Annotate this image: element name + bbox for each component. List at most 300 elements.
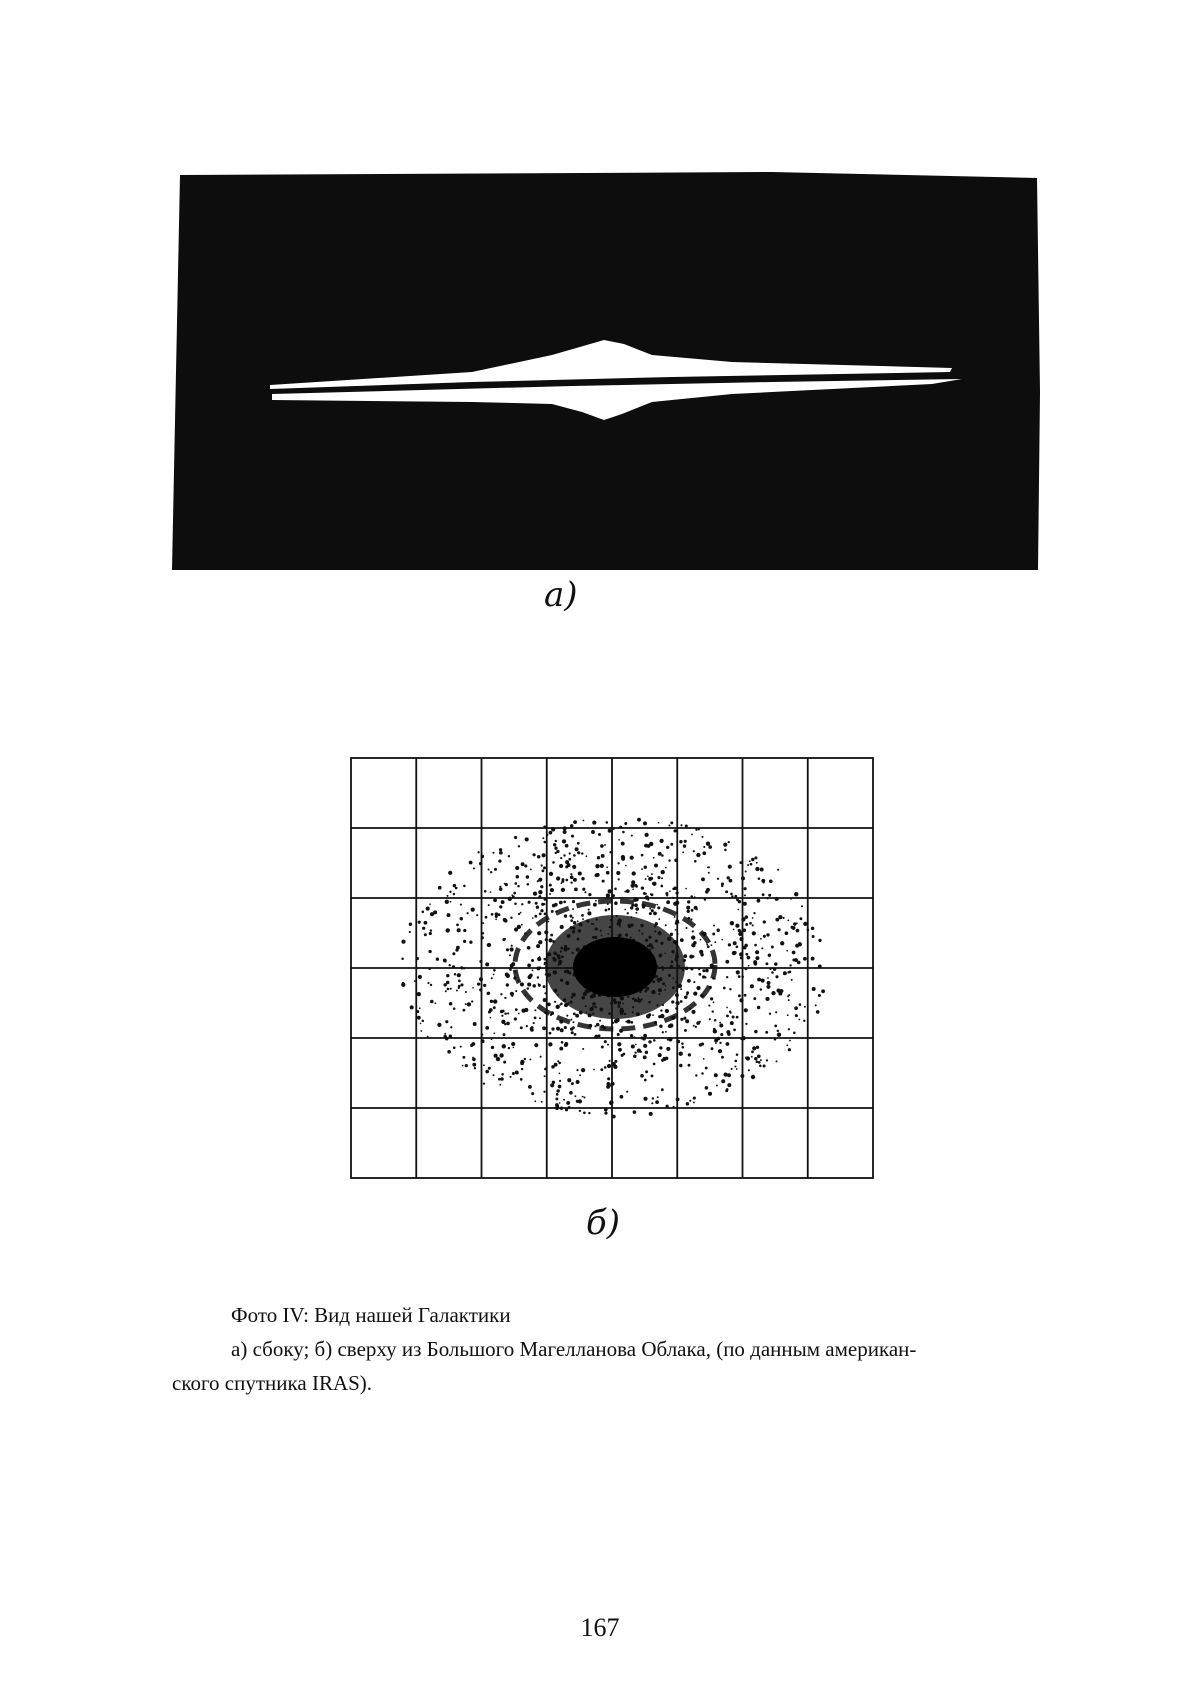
- star-dot: [420, 1030, 422, 1032]
- star-dot: [427, 982, 429, 984]
- star-dot: [787, 1014, 789, 1016]
- star-dot: [751, 1050, 754, 1053]
- star-dot: [521, 1008, 525, 1012]
- star-dot: [691, 909, 694, 912]
- star-dot: [736, 970, 740, 974]
- star-dot: [541, 1101, 543, 1103]
- star-dot: [570, 875, 574, 879]
- star-dot: [501, 900, 505, 904]
- star-dot: [504, 938, 506, 940]
- star-dot: [564, 1026, 567, 1029]
- star-dot: [641, 868, 643, 870]
- star-dot: [556, 1093, 559, 1096]
- star-dot: [534, 1009, 536, 1011]
- star-dot: [534, 1017, 537, 1020]
- star-dot: [578, 871, 582, 875]
- star-dot: [488, 904, 490, 906]
- star-dot: [572, 865, 576, 869]
- star-dot: [541, 869, 544, 872]
- star-dot: [765, 962, 768, 965]
- star-dot: [501, 1020, 505, 1024]
- star-dot: [752, 931, 756, 935]
- star-dot: [581, 1068, 585, 1072]
- star-dot: [709, 1018, 711, 1020]
- star-dot: [693, 981, 695, 983]
- star-dot: [604, 844, 606, 846]
- star-dot: [462, 1009, 465, 1012]
- star-dot: [763, 1064, 766, 1067]
- star-dot: [565, 1108, 568, 1111]
- star-dot: [545, 938, 548, 941]
- star-dot: [540, 1056, 542, 1058]
- star-dot: [757, 1054, 761, 1058]
- star-dot: [737, 909, 739, 911]
- star-dot: [569, 852, 571, 854]
- star-dot: [552, 904, 556, 908]
- star-dot: [460, 983, 463, 986]
- star-dot: [472, 987, 474, 989]
- star-dot: [560, 882, 562, 884]
- star-dot: [757, 978, 761, 982]
- star-dot: [606, 821, 609, 824]
- star-dot: [676, 891, 679, 894]
- star-dot: [649, 908, 651, 910]
- star-dot: [565, 879, 568, 882]
- star-dot: [543, 1091, 545, 1093]
- star-dot: [487, 992, 490, 995]
- star-dot: [613, 828, 615, 830]
- star-dot: [665, 924, 667, 926]
- star-dot: [604, 1040, 607, 1043]
- star-dot: [788, 1048, 791, 1051]
- star-dot: [564, 914, 567, 917]
- star-dot: [542, 837, 544, 839]
- star-dot: [565, 844, 569, 848]
- star-dot: [453, 893, 455, 895]
- star-dot: [688, 1053, 691, 1056]
- star-dot: [537, 976, 539, 978]
- star-dot: [753, 997, 756, 1000]
- caption-text-line1: а) сбоку; б) сверху из Большого Магелланова Облака, (по данным американ-: [231, 1337, 917, 1361]
- star-dot: [427, 1036, 429, 1038]
- star-dot: [543, 841, 546, 844]
- star-dot: [631, 880, 635, 884]
- star-dot: [786, 1044, 788, 1046]
- star-dot: [438, 886, 442, 890]
- star-dot: [494, 1054, 498, 1058]
- star-dot: [766, 1059, 768, 1061]
- star-dot: [695, 829, 697, 831]
- star-dot: [582, 888, 585, 891]
- star-dot: [718, 1050, 720, 1052]
- star-dot: [509, 968, 512, 971]
- star-dot: [562, 878, 565, 881]
- star-dot: [570, 824, 573, 827]
- star-dot: [582, 1048, 584, 1050]
- star-dot: [726, 1014, 729, 1017]
- galactic-nucleus: [573, 937, 657, 997]
- star-dot: [767, 981, 771, 985]
- star-dot: [698, 968, 700, 970]
- star-dot: [518, 1013, 520, 1015]
- star-dot: [557, 1105, 559, 1107]
- star-dot: [675, 901, 679, 905]
- star-dot: [448, 871, 452, 875]
- star-dot: [700, 953, 703, 956]
- star-dot: [588, 909, 590, 911]
- star-dot: [771, 971, 774, 974]
- star-dot: [714, 1039, 718, 1043]
- star-dot: [779, 918, 781, 920]
- star-dot: [606, 893, 610, 897]
- star-dot: [745, 1023, 747, 1025]
- star-dot: [566, 1101, 570, 1105]
- star-dot: [521, 862, 525, 866]
- star-dot: [643, 821, 647, 825]
- star-dot: [543, 985, 546, 988]
- star-dot: [515, 866, 519, 870]
- star-dot: [774, 962, 777, 965]
- star-dot: [705, 1067, 708, 1070]
- star-dot: [755, 950, 759, 954]
- star-dot: [551, 910, 554, 913]
- star-dot: [769, 968, 771, 970]
- star-dot: [473, 1022, 477, 1026]
- star-dot: [551, 1027, 554, 1030]
- star-dot: [621, 842, 625, 846]
- star-dot: [759, 1065, 762, 1068]
- star-dot: [640, 1051, 642, 1053]
- star-dot: [598, 1034, 601, 1037]
- star-dot: [654, 863, 658, 867]
- star-dot: [693, 850, 695, 852]
- star-dot: [504, 919, 508, 923]
- star-dot: [549, 831, 553, 835]
- caption-text-line2: ского спутника IRAS).: [172, 1371, 373, 1395]
- star-dot: [766, 985, 770, 989]
- star-dot: [751, 1056, 753, 1058]
- star-dot: [515, 1071, 519, 1075]
- star-dot: [529, 1058, 531, 1060]
- star-dot: [506, 948, 509, 951]
- star-dot: [591, 830, 595, 834]
- star-dot: [763, 935, 766, 938]
- star-dot: [567, 863, 571, 867]
- star-dot: [582, 918, 584, 920]
- star-dot: [419, 1007, 421, 1009]
- star-dot: [653, 1063, 656, 1066]
- star-dot: [624, 909, 626, 911]
- star-dot: [430, 984, 432, 986]
- star-dot: [786, 950, 788, 952]
- star-dot: [728, 841, 730, 843]
- star-dot: [754, 856, 757, 859]
- star-dot: [626, 889, 630, 893]
- star-dot: [730, 893, 733, 896]
- star-dot: [773, 967, 777, 971]
- star-dot: [511, 894, 513, 896]
- star-dot: [422, 927, 425, 930]
- star-dot: [685, 1019, 689, 1023]
- star-dot: [734, 895, 737, 898]
- star-dot: [676, 1040, 680, 1044]
- star-dot: [607, 1064, 611, 1068]
- star-dot: [755, 956, 759, 960]
- star-dot: [514, 836, 517, 839]
- star-dot: [556, 850, 559, 853]
- star-dot: [744, 894, 746, 896]
- star-dot: [544, 992, 546, 994]
- star-dot: [666, 1047, 670, 1051]
- star-dot: [527, 883, 530, 886]
- star-dot: [756, 1046, 759, 1049]
- star-dot: [739, 937, 743, 941]
- star-dot: [594, 1025, 596, 1027]
- star-dot: [572, 917, 574, 919]
- star-dot: [511, 945, 513, 947]
- star-dot: [771, 967, 773, 969]
- star-dot: [549, 893, 551, 895]
- star-dot: [708, 1092, 712, 1096]
- star-dot: [701, 836, 703, 838]
- star-dot: [540, 864, 542, 866]
- star-dot: [706, 842, 710, 846]
- star-dot: [726, 1030, 730, 1034]
- star-dot: [559, 901, 563, 905]
- star-dot: [645, 1070, 648, 1073]
- star-dot: [445, 1020, 448, 1023]
- star-dot: [608, 829, 612, 833]
- star-dot: [447, 1050, 451, 1054]
- star-dot: [513, 892, 516, 895]
- star-dot: [775, 975, 778, 978]
- star-dot: [601, 854, 605, 858]
- star-dot: [739, 998, 743, 1002]
- star-dot: [751, 858, 754, 861]
- star-dot: [665, 867, 667, 869]
- star-dot: [783, 917, 785, 919]
- star-dot: [721, 1079, 725, 1083]
- star-dot: [485, 962, 489, 966]
- star-dot: [544, 930, 548, 934]
- star-dot: [609, 851, 612, 854]
- star-dot: [785, 931, 789, 935]
- star-dot: [630, 1034, 633, 1037]
- star-dot: [699, 1021, 701, 1023]
- star-dot: [418, 975, 422, 979]
- star-dot: [433, 910, 437, 914]
- star-dot: [536, 944, 540, 948]
- star-dot: [620, 1095, 624, 1099]
- star-dot: [587, 911, 591, 915]
- star-dot: [526, 875, 529, 878]
- star-dot: [548, 938, 552, 942]
- star-dot: [624, 822, 627, 825]
- star-dot: [804, 1006, 806, 1008]
- star-dot: [743, 929, 746, 932]
- star-dot: [517, 925, 521, 929]
- star-dot: [674, 859, 678, 863]
- star-dot: [752, 917, 754, 919]
- star-dot: [518, 845, 520, 847]
- star-dot: [537, 855, 541, 859]
- star-dot: [749, 860, 751, 862]
- star-dot: [645, 893, 647, 895]
- star-dot: [682, 851, 684, 853]
- star-dot: [488, 1067, 491, 1070]
- star-dot: [751, 1075, 755, 1079]
- star-dot: [658, 1053, 662, 1057]
- star-dot: [539, 1017, 541, 1019]
- star-dot: [745, 871, 747, 873]
- star-dot: [651, 1074, 654, 1077]
- star-dot: [760, 868, 764, 872]
- star-dot: [690, 895, 693, 898]
- star-dot: [446, 974, 449, 977]
- star-dot: [669, 1023, 673, 1027]
- star-dot: [741, 1036, 745, 1040]
- star-dot: [614, 1060, 617, 1063]
- star-dot: [689, 1100, 691, 1102]
- star-dot: [572, 908, 574, 910]
- star-dot: [633, 1036, 635, 1038]
- star-dot: [799, 917, 802, 920]
- star-dot: [612, 1022, 614, 1024]
- star-dot: [499, 905, 502, 908]
- star-dot: [575, 1014, 579, 1018]
- star-dot: [680, 938, 684, 942]
- star-dot: [600, 844, 604, 848]
- star-dot: [604, 1112, 607, 1115]
- star-dot: [491, 977, 493, 979]
- star-dot: [547, 1003, 551, 1007]
- star-dot: [476, 914, 478, 916]
- star-dot: [470, 1044, 473, 1047]
- star-dot: [596, 1023, 600, 1027]
- star-dot: [702, 851, 706, 855]
- star-dot: [540, 909, 543, 912]
- star-dot: [445, 990, 447, 992]
- star-dot: [465, 1003, 467, 1005]
- star-dot: [708, 866, 710, 868]
- star-dot: [521, 924, 523, 926]
- star-dot: [517, 885, 520, 888]
- star-dot: [532, 970, 534, 972]
- star-dot: [450, 1026, 452, 1028]
- star-dot: [573, 820, 577, 824]
- star-dot: [710, 997, 713, 1000]
- star-dot: [574, 1095, 576, 1097]
- star-dot: [686, 1102, 689, 1105]
- star-dot: [453, 884, 456, 887]
- star-dot: [675, 830, 677, 832]
- star-dot: [719, 1022, 721, 1024]
- star-dot: [675, 922, 678, 925]
- star-dot: [726, 976, 728, 978]
- star-dot: [527, 982, 531, 986]
- star-dot: [696, 986, 700, 990]
- star-dot: [450, 901, 452, 903]
- star-dot: [479, 977, 483, 981]
- star-dot: [420, 1023, 422, 1025]
- star-dot: [609, 1100, 613, 1104]
- star-dot: [414, 980, 416, 982]
- star-dot: [705, 969, 709, 973]
- star-dot: [428, 950, 431, 953]
- star-dot: [579, 1074, 581, 1076]
- star-dot: [656, 904, 658, 906]
- star-dot: [473, 867, 475, 869]
- star-dot: [736, 945, 739, 948]
- star-dot: [749, 922, 752, 925]
- star-dot: [401, 940, 405, 944]
- star-dot: [769, 1013, 771, 1015]
- figure-a-edge-on-galaxy: [172, 172, 1040, 572]
- star-dot: [765, 1031, 768, 1034]
- star-dot: [477, 982, 480, 985]
- star-dot: [609, 1060, 611, 1062]
- star-dot: [535, 902, 538, 905]
- star-dot: [693, 1101, 695, 1103]
- star-dot: [612, 894, 615, 897]
- star-dot: [539, 913, 542, 916]
- star-dot: [686, 927, 688, 929]
- star-dot: [635, 912, 637, 914]
- star-dot: [463, 885, 466, 888]
- star-dot: [738, 900, 741, 903]
- star-dot: [540, 885, 543, 888]
- star-dot: [661, 854, 664, 857]
- star-dot: [708, 845, 712, 849]
- star-dot: [614, 901, 618, 905]
- star-dot: [675, 1007, 677, 1009]
- star-dot: [462, 1065, 464, 1067]
- star-dot: [641, 886, 644, 889]
- star-dot: [460, 904, 462, 906]
- star-dot: [714, 1019, 717, 1022]
- star-dot: [685, 888, 687, 890]
- star-dot: [745, 923, 748, 926]
- star-dot: [651, 873, 653, 875]
- star-dot: [738, 975, 741, 978]
- star-dot: [727, 1083, 731, 1087]
- star-dot: [691, 935, 695, 939]
- star-dot: [607, 1077, 610, 1080]
- star-dot: [452, 952, 455, 955]
- star-dot: [454, 973, 457, 976]
- star-dot: [725, 960, 729, 964]
- star-dot: [788, 999, 790, 1001]
- star-dot: [493, 999, 497, 1003]
- star-dot: [774, 1038, 777, 1041]
- star-dot: [492, 852, 494, 854]
- star-dot: [690, 967, 693, 970]
- star-dot: [625, 865, 627, 867]
- star-dot: [752, 1046, 756, 1050]
- star-dot: [776, 897, 779, 900]
- star-dot: [792, 951, 796, 955]
- star-dot: [409, 931, 411, 933]
- star-dot: [608, 889, 612, 893]
- star-dot: [744, 1008, 748, 1012]
- star-dot: [816, 1010, 820, 1014]
- star-dot: [530, 868, 532, 870]
- star-dot: [753, 912, 755, 914]
- star-dot: [710, 944, 712, 946]
- star-dot: [683, 844, 686, 847]
- star-dot: [747, 956, 751, 960]
- star-dot: [577, 851, 580, 854]
